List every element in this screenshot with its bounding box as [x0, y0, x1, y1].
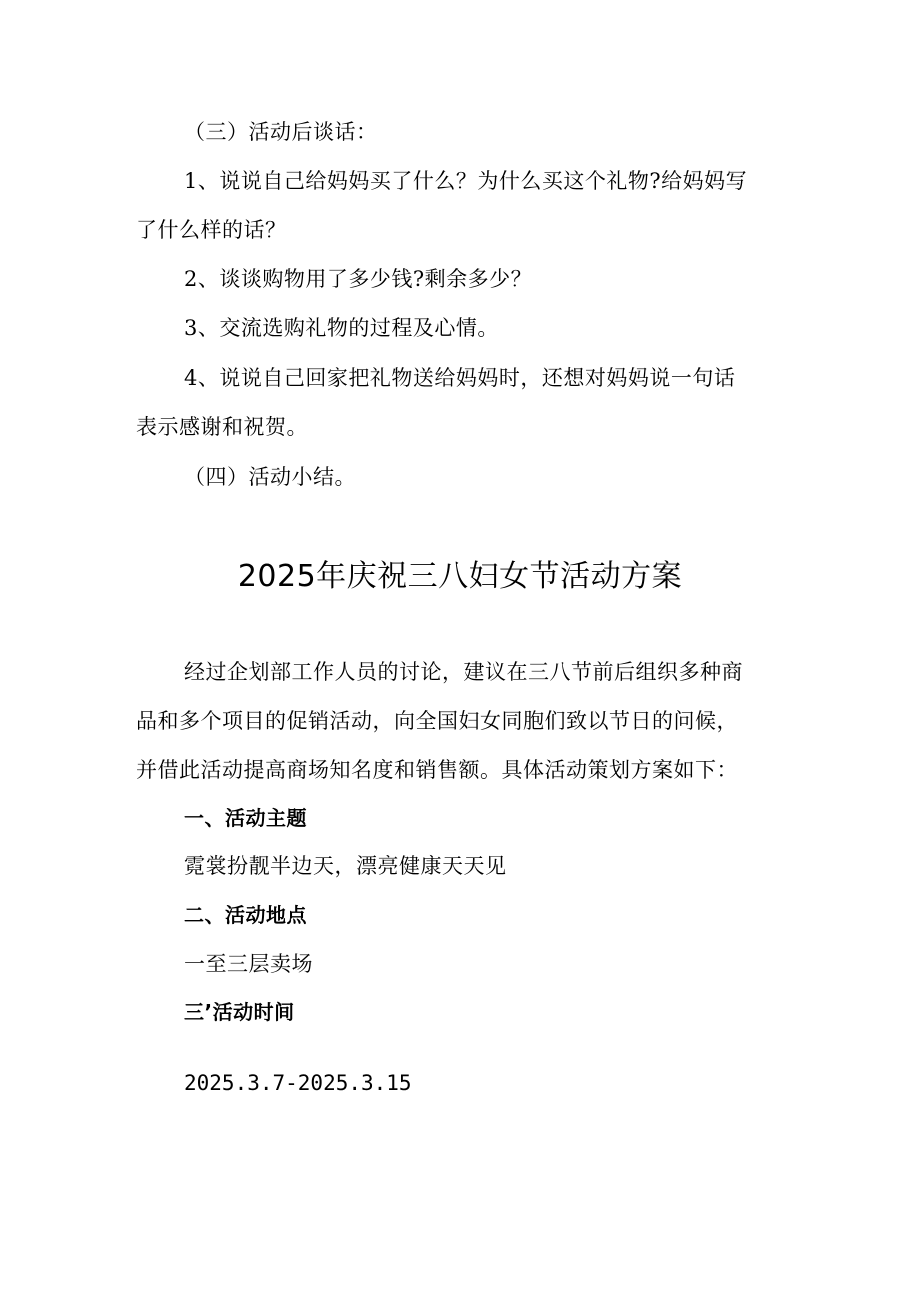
talk-item-4-line-2: 表示感谢和祝贺。 — [136, 415, 308, 439]
theme-text: 霓裳扮靓半边天，漂亮健康天天见 — [184, 854, 507, 878]
section-four-summary: （四）活动小结。 — [184, 465, 356, 489]
talk-item-2: 2、谈谈购物用了多少钱?剩余多少？ — [184, 267, 533, 291]
time-heading: 三’活动时间 — [184, 1000, 295, 1024]
location-heading: 二、活动地点 — [184, 903, 307, 927]
talk-item-4-line-1: 4、说说自己回家把礼物送给妈妈时，还想对妈妈说一句话 — [184, 366, 736, 390]
plan-title: 2025年庆祝三八妇女节活动方案 — [237, 559, 683, 594]
talk-item-1-line-1: 1、说说自己给妈妈买了什么？为什么买这个礼物?给妈妈写 — [184, 169, 748, 193]
plan-intro-line-1: 经过企划部工作人员的讨论，建议在三八节前后组织多种商 — [184, 660, 743, 684]
location-text: 一至三层卖场 — [184, 952, 313, 976]
talk-item-3: 3、交流选购礼物的过程及心情。 — [184, 316, 499, 340]
section-three-heading: （三）活动后谈话： — [184, 120, 378, 144]
talk-item-1-line-2: 了什么样的话？ — [136, 218, 287, 242]
plan-intro-line-3: 并借此活动提高商场知名度和销售额。具体活动策划方案如下： — [136, 758, 738, 782]
plan-intro-line-2: 品和多个项目的促销活动，向全国妇女同胞们致以节日的问候， — [136, 709, 738, 733]
theme-heading: 一、活动主题 — [184, 806, 307, 830]
time-text: 2025.3.7-2025.3.15 — [184, 1071, 412, 1095]
